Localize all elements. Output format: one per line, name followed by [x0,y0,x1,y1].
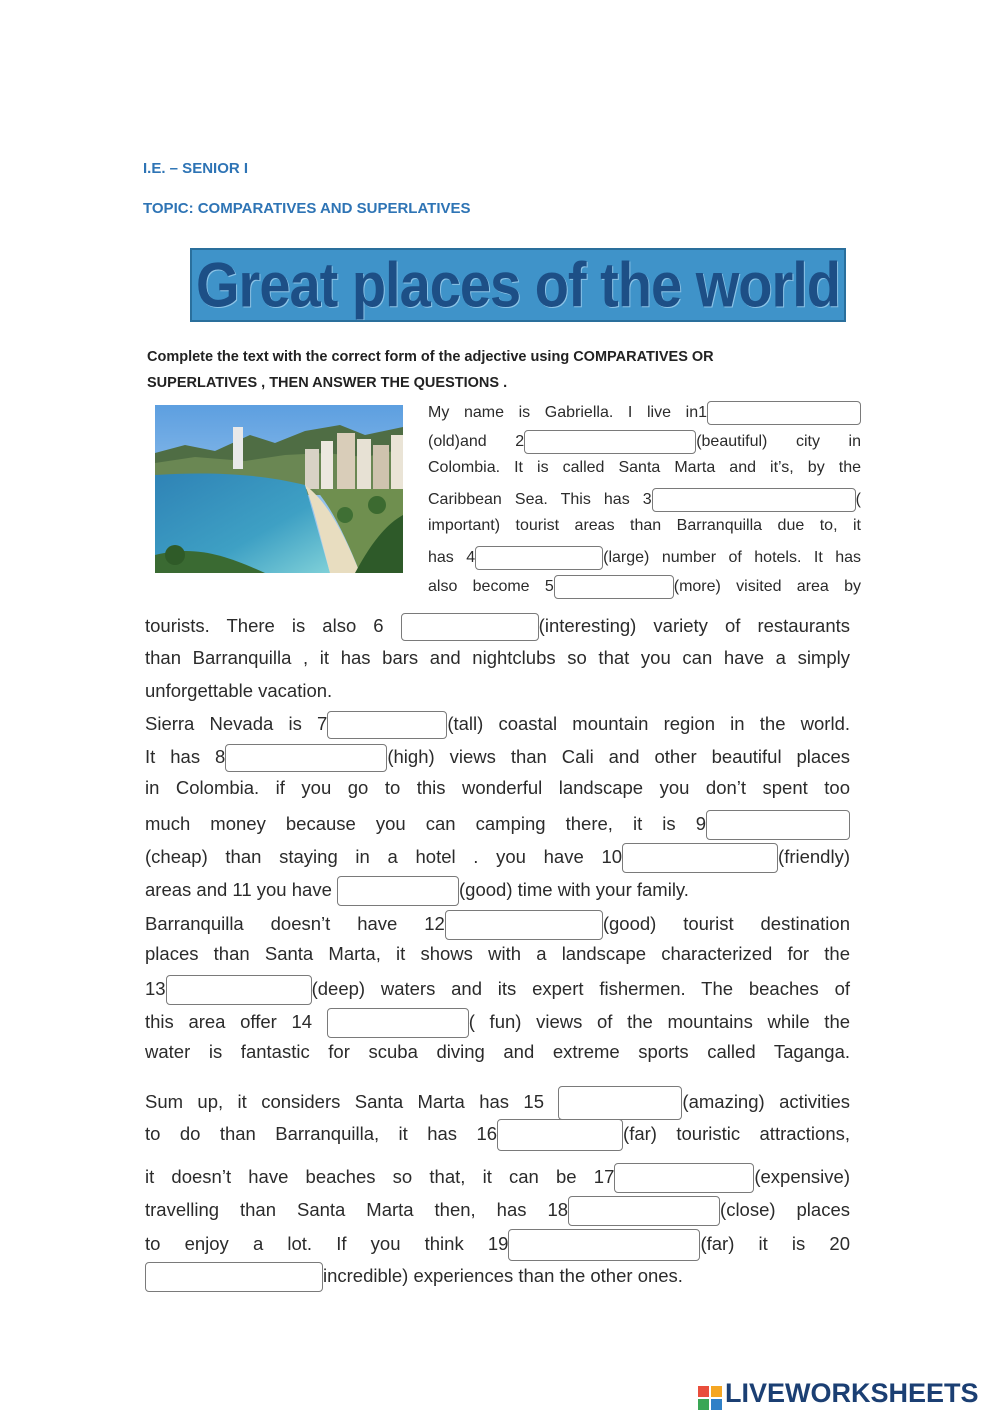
text: (good) tourist destination [602,912,850,934]
text: incredible) experiences than the other ones. [323,1264,683,1286]
text-line: places than Santa Marta, it shows with a landscape characterized for the [145,943,850,964]
answer-box-6[interactable] [401,613,539,641]
answer-box-10[interactable] [622,843,778,873]
text-line [145,744,850,772]
answer-box-5[interactable] [554,575,674,599]
liveworksheets-logo [697,1377,979,1409]
text-line [145,975,850,1005]
answer-box-14[interactable] [327,1008,469,1038]
text: much money because you can camping there, it is 9 [145,812,706,834]
answer-box-13[interactable] [166,975,312,1005]
text: tourists. There is also 6 [145,614,384,636]
text: (tall) coastal mountain region in the world. [447,712,851,734]
header-topic: TOPIC: COMPARATIVES AND SUPERLATIVES [143,200,471,217]
text-line: than Barranquilla , it has bars and nightclubs so that you can have a simply [145,647,850,668]
text: (beautiful) city in [696,433,861,451]
text: It has 8 [145,745,226,767]
text-line [145,876,689,906]
text: this area offer 14 [145,1010,313,1032]
answer-box-20[interactable] [145,1262,323,1292]
answer-box-16[interactable] [497,1119,623,1151]
header-school: I.E. – SENIOR I [143,160,249,177]
answer-box-11[interactable] [337,876,459,906]
text: areas and 11 you have [145,878,332,900]
text: (far) it is 20 [700,1232,850,1254]
logo-cubes-icon [697,1385,723,1411]
text-line [428,401,861,425]
text: (old)and 2 [428,433,525,451]
text-line [428,488,861,512]
text-line [145,711,850,739]
text-line: unforgettable vacation. [145,680,333,701]
text: also become 5 [428,578,554,596]
instructions-line-1: Complete the text with the correct form of the adjective using COMPARATIVES OR [147,349,714,365]
text-line [145,1196,850,1226]
text-line: water is fantastic for scuba diving and extreme sports called Taganga. [145,1041,850,1062]
text: travelling than Santa Marta then, has 18 [145,1198,569,1220]
answer-box-9[interactable] [706,810,850,840]
answer-box-4[interactable] [475,546,603,570]
text-line: Colombia. It is called Santa Marta and it’s, by the [428,459,861,476]
text-line [145,1086,850,1120]
text: (deep) waters and its expert fishermen. The beaches of [311,977,850,999]
answer-box-19[interactable] [508,1229,700,1261]
answer-box-7[interactable] [327,711,447,739]
text: ( fun) views of the mountains while the [468,1010,851,1032]
instructions-line-2: SUPERLATIVES , THEN ANSWER THE QUESTIONS . [147,375,508,391]
text: (far) touristic attractions, [623,1122,850,1144]
text: (high) views than Cali and other beautiful places [387,745,850,767]
answer-box-8[interactable] [225,744,387,772]
text: (close) places [720,1198,850,1220]
text-line: in Colombia. if you go to this wonderful landscape you don’t spent too [145,777,850,798]
text: to enjoy a lot. If you think 19 [145,1232,509,1254]
text: ( [855,491,861,509]
text: has 4 [428,549,476,567]
banner-title: Great places of the world [195,249,841,320]
text: (cheap) than staying in a hotel . you have 10 [145,845,623,867]
text-line [145,1163,850,1193]
instructions [147,344,847,396]
santa-marta-photo [155,405,403,573]
text: (amazing) activities [682,1090,851,1112]
answer-box-18[interactable] [568,1196,720,1226]
answer-box-3[interactable] [652,488,856,512]
answer-box-15[interactable] [558,1086,682,1120]
text-line [145,1229,850,1261]
text: Sum up, it considers Santa Marta has 15 [145,1090,545,1112]
answer-box-1[interactable] [707,401,861,425]
text: (expensive) [754,1165,850,1187]
answer-box-17[interactable] [614,1163,754,1193]
logo-text: LIVEWORKSHEETS [725,1378,979,1408]
title-banner [190,248,846,322]
text-line [145,1119,850,1151]
answer-box-2[interactable] [524,430,696,454]
text: (friendly) [778,845,850,867]
text-line [428,430,861,454]
text-line [145,910,850,940]
text: Sierra Nevada is 7 [145,712,328,734]
text: 13 [145,977,166,999]
text: (large) number of hotels. It has [603,549,861,567]
text: Barranquilla doesn’t have 12 [145,912,445,934]
text-line [145,613,850,641]
text: (good) time with your family. [459,878,689,900]
text-line [145,810,850,840]
text: (more) visited area by [673,578,861,596]
text: Caribbean Sea. This has 3 [428,491,652,509]
text: My name is Gabriella. I live in1 [428,404,707,422]
answer-box-12[interactable] [445,910,603,940]
text-line [145,1008,850,1038]
text: (interesting) variety of restaurants [538,614,850,636]
text-line [145,843,850,873]
text-line [428,546,861,570]
text-line [145,1262,683,1292]
text: it doesn’t have beaches so that, it can be 17 [145,1165,615,1187]
text: to do than Barranquilla, it has 16 [145,1122,498,1144]
text-line [428,575,861,599]
text-line: important) tourist areas than Barranquilla due to, it [428,517,861,534]
